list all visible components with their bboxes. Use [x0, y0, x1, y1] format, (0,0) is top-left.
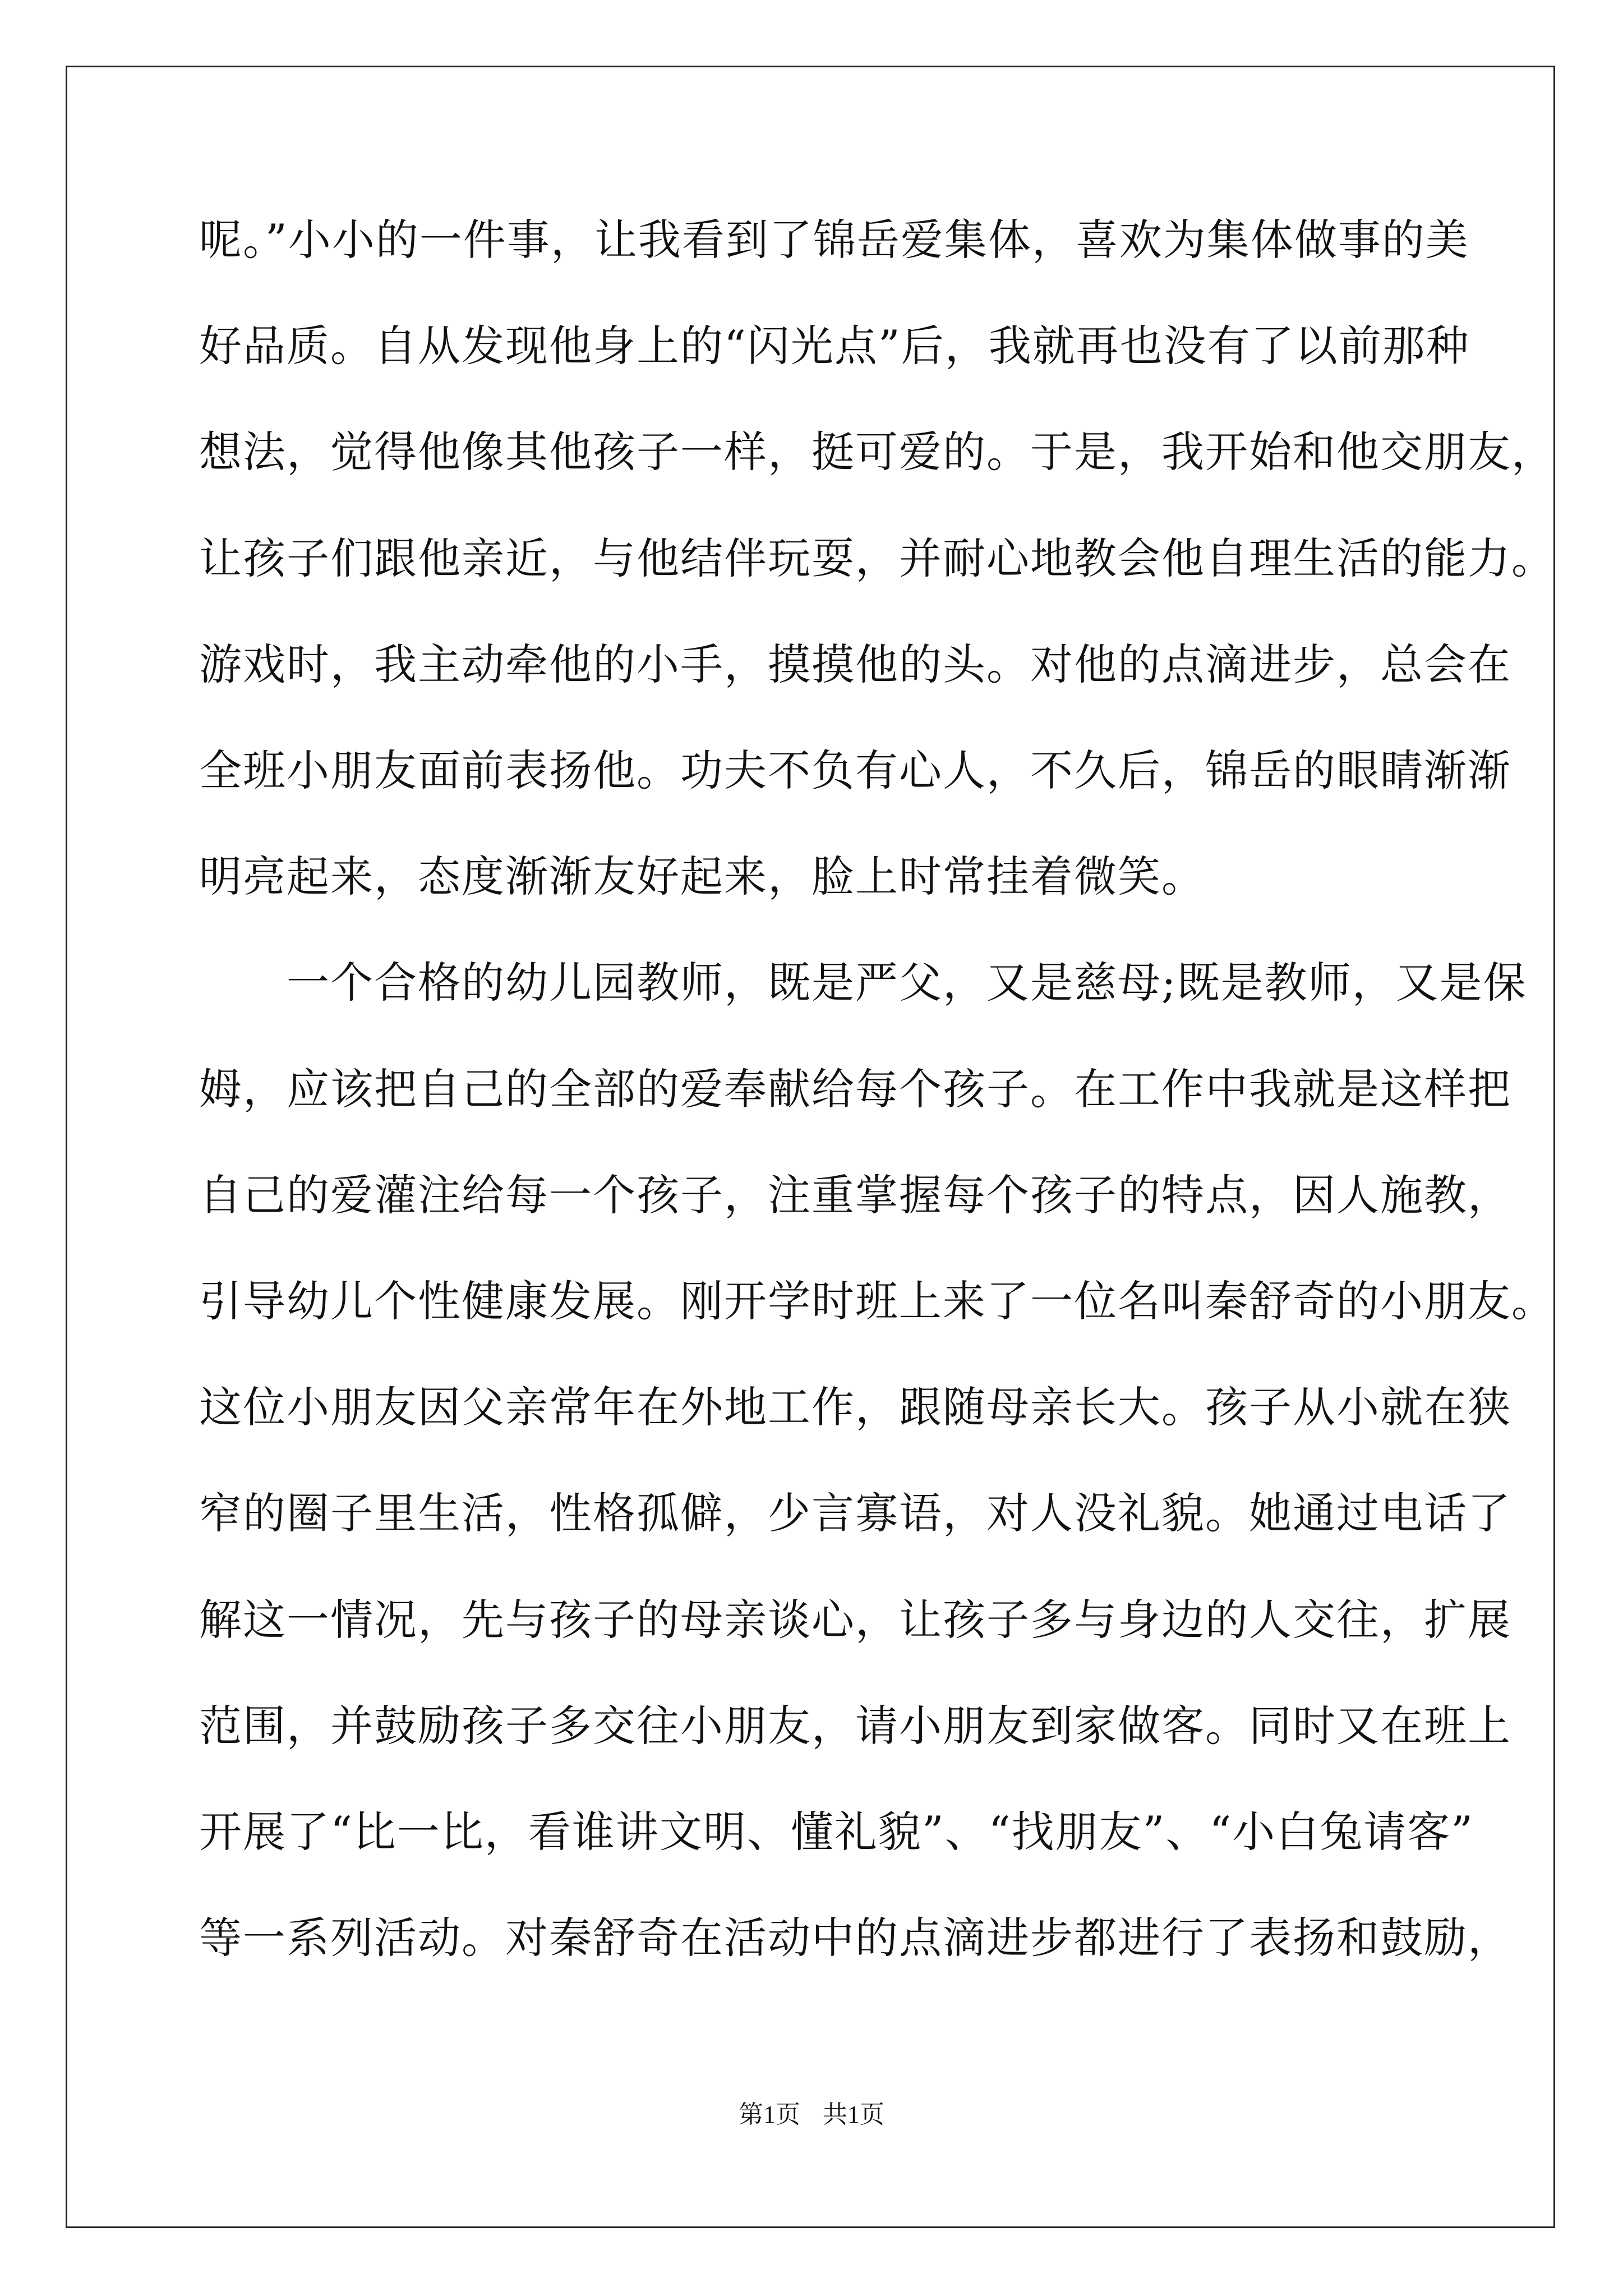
page-border [66, 66, 1555, 2228]
text-line: 自己的爱灌注给每一个孩子，注重掌握每个孩子的特点，因人施教， [199, 1170, 1511, 1220]
text-line: 窄的圈子里生活，性格孤僻，少言寡语，对人没礼貌。她通过电话了 [199, 1488, 1511, 1538]
text-line: 等一系列活动。对秦舒奇在活动中的点滴进步都进行了表扬和鼓励， [199, 1913, 1511, 1963]
text-line: 呢。”小小的一件事，让我看到了锦岳爱集体，喜欢为集体做事的美 [199, 215, 1469, 265]
text-line: 开展了“比一比，看谁讲文明、懂礼貌”、“找朋友”、“小白兔请客” [199, 1807, 1474, 1857]
text-line: 姆，应该把自己的全部的爱奉献给每个孩子。在工作中我就是这样把 [199, 1064, 1511, 1114]
text-line: 好品质。自从发现他身上的“闪光点”后，我就再也没有了以前那种 [199, 321, 1470, 371]
text-line: 这位小朋友因父亲常年在外地工作，跟随母亲长大。孩子从小就在狭 [199, 1382, 1511, 1432]
text-line: 游戏时，我主动牵他的小手，摸摸他的头。对他的点滴进步，总会在 [199, 639, 1511, 689]
text-line: 一个合格的幼儿园教师，既是严父，又是慈母;既是教师，又是保 [199, 958, 1527, 1007]
text-line: 全班小朋友面前表扬他。功夫不负有心人，不久后，锦岳的眼睛渐渐 [199, 746, 1511, 795]
text-line: 范围，并鼓励孩子多交往小朋友，请小朋友到家做客。同时又在班上 [199, 1701, 1511, 1751]
text-line: 明亮起来，态度渐渐友好起来，脸上时常挂着微笑。 [199, 852, 1205, 901]
text-line: 让孩子们跟他亲近，与他结伴玩耍，并耐心地教会他自理生活的能力。 [199, 533, 1555, 583]
page-number: 第1页 [739, 2101, 800, 2128]
page-footer [0, 2098, 1623, 2132]
text-line: 解这一情况，先与孩子的母亲谈心，让孩子多与身边的人交往，扩展 [199, 1595, 1511, 1645]
text-line: 引导幼儿个性健康发展。刚开学时班上来了一位名叫秦舒奇的小朋友。 [199, 1276, 1555, 1326]
text-line: 想法，觉得他像其他孩子一样，挺可爱的。于是，我开始和他交朋友， [199, 427, 1555, 477]
page-total: 共1页 [823, 2101, 884, 2128]
